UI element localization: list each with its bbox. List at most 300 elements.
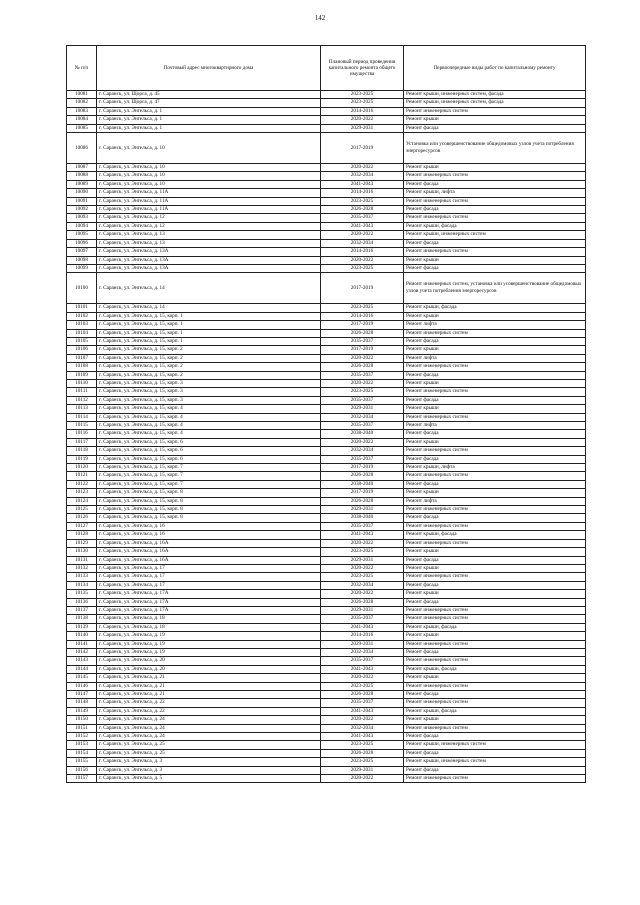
address-cell: г. Саранск, ул. Энгельса, д. 17А (97, 606, 321, 614)
table-row (67, 396, 586, 404)
works-cell: Ремонт лифта (404, 321, 586, 329)
table-row (67, 775, 586, 783)
table-row (67, 430, 586, 438)
row-number-cell: 10103 (67, 321, 97, 329)
works-cell: Ремонт инженерных систем (404, 573, 586, 581)
row-number-cell: 10157 (67, 775, 97, 783)
table-row (67, 107, 586, 115)
row-number-cell: 10141 (67, 640, 97, 648)
works-cell: Ремонт крыши, фасада (404, 707, 586, 715)
table-row (67, 455, 586, 463)
works-cell: Ремонт фасада (404, 206, 586, 214)
address-cell: г. Саранск, ул. Энгельса, д. 15, корп. 2 (97, 354, 321, 362)
row-number-cell: 10133 (67, 573, 97, 581)
table-row (67, 264, 586, 272)
address-cell: г. Саранск, ул. Энгельса, д. 1 (97, 124, 321, 132)
address-cell: г. Саранск, ул. Энгельса, д. 15, корп. 1 (97, 321, 321, 329)
works-cell: Ремонт инженерных систем (404, 329, 586, 337)
works-cell: Ремонт крыши, фасада (404, 665, 586, 673)
row-number-cell: 10082 (67, 99, 97, 107)
address-cell: г. Саранск, ул. Энгельса, д. 15, корп. 4 (97, 405, 321, 413)
works-cell: Ремонт фасада (404, 556, 586, 564)
period-cell: 2041-2043 (321, 180, 404, 188)
address-cell: г. Саранск, ул. Энгельса, д. 17А (97, 598, 321, 606)
period-cell: 2035-2037 (321, 615, 404, 623)
works-cell: Ремонт инженерных систем, установка или усовершенствование общедомовых узлов учета потребления энергоресурсов (404, 273, 586, 304)
works-cell: Ремонт крыши (404, 346, 586, 354)
row-number-cell: 10146 (67, 682, 97, 690)
period-cell: 2014-2016 (321, 189, 404, 197)
row-number-cell: 10112 (67, 396, 97, 404)
period-cell: 2029-2031 (321, 506, 404, 514)
table-row (67, 606, 586, 614)
works-cell: Ремонт фасада (404, 749, 586, 757)
period-cell: 2020-2022 (321, 231, 404, 239)
address-cell: г. Саранск, ул. Энгельса, д. 11А (97, 206, 321, 214)
table-row (67, 581, 586, 589)
period-cell: 2023-2025 (321, 388, 404, 396)
works-cell: Ремонт крыши (404, 379, 586, 387)
table-row (67, 329, 586, 337)
period-cell: 2035-2037 (321, 337, 404, 345)
row-number-cell: 10153 (67, 741, 97, 749)
works-cell: Ремонт лифта (404, 422, 586, 430)
address-cell: г. Саранск, ул. Щорса, д. 47 (97, 99, 321, 107)
row-number-cell: 10096 (67, 239, 97, 247)
table-row (67, 124, 586, 132)
table-row (67, 657, 586, 665)
row-number-cell: 10097 (67, 248, 97, 256)
table-row (67, 354, 586, 362)
table-row (67, 766, 586, 774)
period-cell: 2023-2025 (321, 682, 404, 690)
row-number-cell: 10129 (67, 539, 97, 547)
period-cell: 2020-2022 (321, 590, 404, 598)
row-number-cell: 10116 (67, 430, 97, 438)
period-cell: 2023-2025 (321, 91, 404, 99)
row-number-cell: 10095 (67, 231, 97, 239)
table-row (67, 489, 586, 497)
address-cell: г. Саранск, ул. Энгельса, д. 21 (97, 674, 321, 682)
works-cell: Ремонт инженерных систем (404, 724, 586, 732)
address-cell: г. Саранск, ул. Энгельса, д. 13А (97, 264, 321, 272)
works-cell: Ремонт фасада (404, 371, 586, 379)
address-cell: г. Саранск, ул. Энгельса, д. 15, корп. 7 (97, 464, 321, 472)
period-cell: 2035-2037 (321, 455, 404, 463)
row-number-cell: 10125 (67, 506, 97, 514)
table-header-row (67, 46, 586, 91)
row-number-cell: 10115 (67, 422, 97, 430)
table-row (67, 522, 586, 530)
period-cell: 2023-2025 (321, 197, 404, 205)
period-cell: 2041-2043 (321, 623, 404, 631)
works-cell: Ремонт крыши (404, 256, 586, 264)
period-cell: 2017-2019 (321, 273, 404, 304)
table-row (67, 464, 586, 472)
works-cell: Ремонт фасада (404, 124, 586, 132)
row-number-cell: 10120 (67, 464, 97, 472)
address-cell: г. Саранск, ул. Энгельса, д. 21 (97, 691, 321, 699)
address-cell: г. Саранск, ул. Энгельса, д. 15, корп. 1 (97, 329, 321, 337)
row-number-cell: 10155 (67, 758, 97, 766)
table-row (67, 438, 586, 446)
table-row (67, 539, 586, 547)
row-number-cell: 10140 (67, 632, 97, 640)
address-cell: г. Саранск, ул. Энгельса, д. 12 (97, 214, 321, 222)
works-cell: Ремонт крыши (404, 116, 586, 124)
table-row (67, 413, 586, 421)
address-cell: г. Саранск, ул. Энгельса, д. 15, корп. 2 (97, 346, 321, 354)
works-cell: Ремонт крыши, фасада (404, 623, 586, 631)
period-cell: 2041-2043 (321, 707, 404, 715)
address-cell: г. Саранск, ул. Энгельса, д. 10 (97, 180, 321, 188)
table-row (67, 99, 586, 107)
row-number-cell: 10148 (67, 699, 97, 707)
row-number-cell: 10109 (67, 371, 97, 379)
address-cell: г. Саранск, ул. Энгельса, д. 17 (97, 564, 321, 572)
table-row (67, 531, 586, 539)
page-number: 142 (314, 14, 326, 22)
period-cell: 2020-2022 (321, 539, 404, 547)
address-cell: г. Саранск, ул. Энгельса, д. 24 (97, 716, 321, 724)
period-cell: 2035-2037 (321, 522, 404, 530)
row-number-cell: 10154 (67, 749, 97, 757)
period-cell: 2017-2019 (321, 464, 404, 472)
period-cell: 2041-2043 (321, 222, 404, 230)
row-number-cell: 10118 (67, 447, 97, 455)
period-cell: 2023-2025 (321, 548, 404, 556)
row-number-cell: 10086 (67, 133, 97, 164)
works-cell: Ремонт инженерных систем (404, 775, 586, 783)
address-cell: г. Саранск, ул. Энгельса, д. 15, корп. 6 (97, 438, 321, 446)
address-cell: г. Саранск, ул. Энгельса, д. 22 (97, 707, 321, 715)
works-cell: Ремонт крыши (404, 438, 586, 446)
row-number-cell: 10152 (67, 733, 97, 741)
address-cell: г. Саранск, ул. Энгельса, д. 15, корп. 3 (97, 388, 321, 396)
works-cell: Ремонт инженерных систем (404, 214, 586, 222)
period-cell: 2026-2028 (321, 497, 404, 505)
row-number-cell: 10099 (67, 264, 97, 272)
address-cell: г. Саранск, ул. Энгельса, д. 15, корп. 7 (97, 480, 321, 488)
period-cell: 2023-2025 (321, 758, 404, 766)
address-cell: г. Саранск, ул. Энгельса, д. 15, корп. 2 (97, 363, 321, 371)
address-cell: г. Саранск, ул. Энгельса, д. 13 (97, 231, 321, 239)
period-cell: 2026-2028 (321, 329, 404, 337)
row-number-cell: 10102 (67, 312, 97, 320)
row-number-cell: 10104 (67, 329, 97, 337)
works-cell: Ремонт крыши (404, 564, 586, 572)
works-cell: Ремонт инженерных систем (404, 657, 586, 665)
table-row (67, 172, 586, 180)
row-number-cell: 10114 (67, 413, 97, 421)
works-cell: Ремонт инженерных систем (404, 388, 586, 396)
row-number-cell: 10089 (67, 180, 97, 188)
period-cell: 2029-2031 (321, 405, 404, 413)
works-cell: Установка или усовершенствование общедомовых узлов учета потребления энергоресурсов (404, 133, 586, 164)
period-cell: 2029-2031 (321, 124, 404, 132)
address-cell: г. Саранск, ул. Энгельса, д. 20 (97, 657, 321, 665)
table-row (67, 304, 586, 312)
row-number-cell: 10111 (67, 388, 97, 396)
address-cell: г. Саранск, ул. Энгельса, д. 14 (97, 304, 321, 312)
row-number-cell: 10149 (67, 707, 97, 715)
period-cell: 2029-2031 (321, 640, 404, 648)
row-number-cell: 10117 (67, 438, 97, 446)
table-row (67, 724, 586, 732)
works-cell: Ремонт инженерных систем (404, 615, 586, 623)
row-number-cell: 10126 (67, 514, 97, 522)
row-number-cell: 10135 (67, 590, 97, 598)
period-cell: 2026-2028 (321, 472, 404, 480)
address-cell: г. Саранск, ул. Энгельса, д. 25 (97, 741, 321, 749)
row-number-cell: 10122 (67, 480, 97, 488)
period-cell: 2035-2037 (321, 657, 404, 665)
row-number-cell: 10151 (67, 724, 97, 732)
row-number-cell: 10147 (67, 691, 97, 699)
table-row (67, 682, 586, 690)
table-row (67, 556, 586, 564)
works-cell: Ремонт фасада (404, 766, 586, 774)
address-cell: г. Саранск, ул. Энгельса, д. 3 (97, 758, 321, 766)
period-cell: 2023-2025 (321, 741, 404, 749)
period-cell: 2017-2019 (321, 133, 404, 164)
works-cell: Ремонт крыши (404, 674, 586, 682)
period-cell: 2014-2016 (321, 107, 404, 115)
table-row (67, 741, 586, 749)
works-cell: Ремонт фасада (404, 455, 586, 463)
address-cell: г. Саранск, ул. Энгельса, д. 1 (97, 116, 321, 124)
table-row (67, 514, 586, 522)
address-cell: г. Саранск, ул. Энгельса, д. 20 (97, 665, 321, 673)
works-cell: Ремонт крыши (404, 164, 586, 172)
period-cell: 2032-2034 (321, 724, 404, 732)
table-row (67, 733, 586, 741)
row-number-cell: 10119 (67, 455, 97, 463)
period-cell: 2020-2022 (321, 716, 404, 724)
address-cell: г. Саранск, ул. Щорса, д. 45 (97, 91, 321, 99)
table-row (67, 716, 586, 724)
works-cell: Ремонт крыши, фасада (404, 222, 586, 230)
row-number-cell: 10130 (67, 548, 97, 556)
address-cell: г. Саранск, ул. Энгельса, д. 15, корп. 8 (97, 489, 321, 497)
table-row (67, 312, 586, 320)
address-cell: г. Саранск, ул. Энгельса, д. 13А (97, 256, 321, 264)
row-number-cell: 10093 (67, 214, 97, 222)
table-row (67, 665, 586, 673)
works-cell: Ремонт инженерных систем (404, 248, 586, 256)
table-row (67, 548, 586, 556)
row-number-cell: 10134 (67, 581, 97, 589)
period-cell: 2014-2016 (321, 312, 404, 320)
table-row (67, 497, 586, 505)
period-cell: 2032-2034 (321, 648, 404, 656)
works-cell: Ремонт крыши, инженерных систем (404, 758, 586, 766)
period-cell: 2014-2016 (321, 248, 404, 256)
works-cell: Ремонт инженерных систем (404, 606, 586, 614)
address-cell: г. Саранск, ул. Энгельса, д. 1 (97, 107, 321, 115)
works-cell: Ремонт инженерных систем (404, 699, 586, 707)
period-cell: 2032-2034 (321, 447, 404, 455)
period-cell: 2020-2022 (321, 256, 404, 264)
period-cell: 2041-2043 (321, 665, 404, 673)
table-row (67, 346, 586, 354)
period-cell: 2023-2025 (321, 99, 404, 107)
period-cell: 2032-2034 (321, 581, 404, 589)
period-cell: 2041-2043 (321, 531, 404, 539)
table-row (67, 189, 586, 197)
period-cell: 2026-2028 (321, 749, 404, 757)
works-cell: Ремонт инженерных систем (404, 363, 586, 371)
row-number-cell: 10113 (67, 405, 97, 413)
works-cell: Ремонт инженерных систем (404, 682, 586, 690)
table-row (67, 337, 586, 345)
period-cell: 2038-2040 (321, 430, 404, 438)
row-number-cell: 10100 (67, 273, 97, 304)
row-number-cell: 10105 (67, 337, 97, 345)
period-cell: 2035-2037 (321, 699, 404, 707)
header-address: Почтовый адрес многоквартирного дома (97, 46, 321, 91)
table-row (67, 640, 586, 648)
address-cell: г. Саранск, ул. Энгельса, д. 18 (97, 623, 321, 631)
period-cell: 2020-2022 (321, 116, 404, 124)
address-cell: г. Саранск, ул. Энгельса, д. 15, корп. 4 (97, 422, 321, 430)
table-row (67, 164, 586, 172)
row-number-cell: 10081 (67, 91, 97, 99)
address-cell: г. Саранск, ул. Энгельса, д. 19 (97, 640, 321, 648)
address-cell: г. Саранск, ул. Энгельса, д. 15, корп. 6 (97, 447, 321, 455)
address-cell: г. Саранск, ул. Энгельса, д. 16А (97, 548, 321, 556)
table-row (67, 758, 586, 766)
table-row (67, 598, 586, 606)
table-row (67, 623, 586, 631)
address-cell: г. Саранск, ул. Энгельса, д. 22 (97, 699, 321, 707)
address-cell: г. Саранск, ул. Энгельса, д. 5 (97, 775, 321, 783)
works-cell: Ремонт фасада (404, 581, 586, 589)
row-number-cell: 10156 (67, 766, 97, 774)
table-row (67, 707, 586, 715)
row-number-cell: 10123 (67, 489, 97, 497)
table-row (67, 321, 586, 329)
table-row (67, 133, 586, 164)
period-cell: 2023-2025 (321, 573, 404, 581)
table-row (67, 648, 586, 656)
works-cell: Ремонт крыши, инженерных систем, фасада (404, 99, 586, 107)
works-cell: Ремонт фасада (404, 514, 586, 522)
table-row (67, 248, 586, 256)
works-cell: Ремонт крыши, лифта (404, 189, 586, 197)
period-cell: 2023-2025 (321, 304, 404, 312)
period-cell: 2026-2028 (321, 691, 404, 699)
table-row (67, 206, 586, 214)
period-cell: 2020-2022 (321, 674, 404, 682)
works-cell: Ремонт крыши, инженерных систем, фасада (404, 91, 586, 99)
period-cell: 2020-2022 (321, 164, 404, 172)
address-cell: г. Саранск, ул. Энгельса, д. 10 (97, 164, 321, 172)
works-cell: Ремонт крыши (404, 716, 586, 724)
repair-schedule-table (66, 45, 586, 783)
period-cell: 2017-2019 (321, 489, 404, 497)
table-row (67, 573, 586, 581)
address-cell: г. Саранск, ул. Энгельса, д. 19 (97, 648, 321, 656)
works-cell: Ремонт фасада (404, 337, 586, 345)
table-row (67, 749, 586, 757)
works-cell: Ремонт инженерных систем (404, 472, 586, 480)
table-row (67, 273, 586, 304)
table-row (67, 214, 586, 222)
row-number-cell: 10101 (67, 304, 97, 312)
row-number-cell: 10087 (67, 164, 97, 172)
header-period: Плановый период проведения капитального ремонта общего имущества (321, 46, 404, 91)
works-cell: Ремонт фасада (404, 430, 586, 438)
address-cell: г. Саранск, ул. Энгельса, д. 15, корп. 3 (97, 396, 321, 404)
address-cell: г. Саранск, ул. Энгельса, д. 15, корп. 1 (97, 337, 321, 345)
table-row (67, 371, 586, 379)
works-cell: Ремонт крыши (404, 632, 586, 640)
address-cell: г. Саранск, ул. Энгельса, д. 10 (97, 172, 321, 180)
works-cell: Ремонт крыши, фасада (404, 304, 586, 312)
address-cell: г. Саранск, ул. Энгельса, д. 17А (97, 590, 321, 598)
period-cell: 2020-2022 (321, 775, 404, 783)
address-cell: г. Саранск, ул. Энгельса, д. 19 (97, 632, 321, 640)
row-number-cell: 10142 (67, 648, 97, 656)
table-row (67, 590, 586, 598)
table-row (67, 615, 586, 623)
works-cell: Ремонт крыши (404, 548, 586, 556)
table-row (67, 180, 586, 188)
period-cell: 2038-2040 (321, 480, 404, 488)
table-row (67, 222, 586, 230)
address-cell: г. Саранск, ул. Энгельса, д. 15, корп. 1 (97, 312, 321, 320)
address-cell: г. Саранск, ул. Энгельса, д. 16А (97, 556, 321, 564)
works-cell: Ремонт крыши (404, 312, 586, 320)
works-cell: Ремонт фасада (404, 691, 586, 699)
address-cell: г. Саранск, ул. Энгельса, д. 15, корп. 8 (97, 514, 321, 522)
works-cell: Ремонт фасада (404, 180, 586, 188)
table-row (67, 422, 586, 430)
period-cell: 2035-2037 (321, 371, 404, 379)
table-row (67, 480, 586, 488)
period-cell: 2029-2031 (321, 556, 404, 564)
address-cell: г. Саранск, ул. Энгельса, д. 15, корп. 3 (97, 379, 321, 387)
row-number-cell: 10145 (67, 674, 97, 682)
works-cell: Ремонт инженерных систем (404, 172, 586, 180)
period-cell: 2020-2022 (321, 354, 404, 362)
table-row (67, 691, 586, 699)
address-cell: г. Саранск, ул. Энгельса, д. 16 (97, 531, 321, 539)
row-number-cell: 10136 (67, 598, 97, 606)
address-cell: г. Саранск, ул. Энгельса, д. 11А (97, 189, 321, 197)
period-cell: 2035-2037 (321, 214, 404, 222)
address-cell: г. Саранск, ул. Энгельса, д. 24 (97, 733, 321, 741)
period-cell: 2035-2037 (321, 396, 404, 404)
address-cell: г. Саранск, ул. Энгельса, д. 24 (97, 724, 321, 732)
address-cell: г. Саранск, ул. Энгельса, д. 17 (97, 573, 321, 581)
address-cell: г. Саранск, ул. Энгельса, д. 12 (97, 222, 321, 230)
row-number-cell: 10132 (67, 564, 97, 572)
works-cell: Ремонт крыши, лифта (404, 464, 586, 472)
works-cell: Ремонт крыши (404, 405, 586, 413)
period-cell: 2038-2040 (321, 514, 404, 522)
works-cell: Ремонт фасада (404, 239, 586, 247)
works-cell: Ремонт крыши, инженерных систем (404, 741, 586, 749)
address-cell: г. Саранск, ул. Энгельса, д. 15, корп. 6 (97, 455, 321, 463)
works-cell: Ремонт фасада (404, 648, 586, 656)
period-cell: 2014-2016 (321, 632, 404, 640)
row-number-cell: 10108 (67, 363, 97, 371)
row-number-cell: 10124 (67, 497, 97, 505)
works-cell: Ремонт инженерных систем (404, 539, 586, 547)
table-row (67, 91, 586, 99)
